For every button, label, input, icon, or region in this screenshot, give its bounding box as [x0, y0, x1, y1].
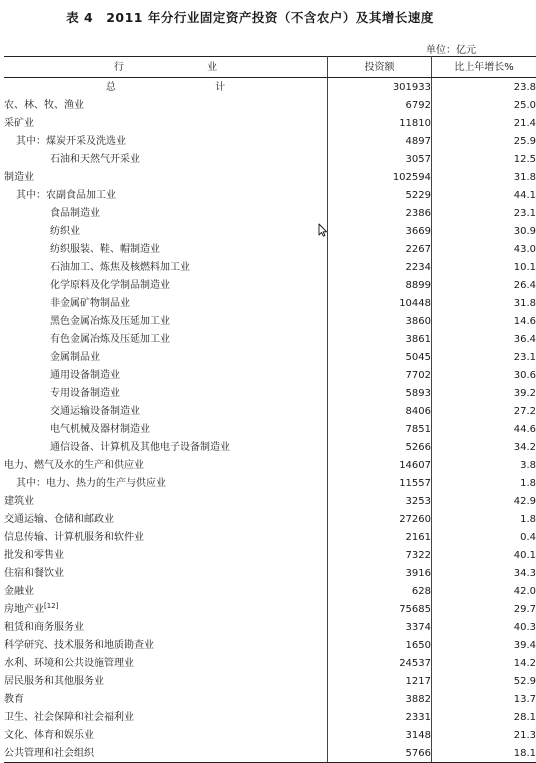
industry-cell — [4, 150, 328, 168]
industry-name: 通信设备、计算机及其他电子设备制造业 — [50, 441, 230, 453]
growth-cell: 34.2 — [513, 441, 536, 453]
industry-name: 批发和零售业 — [4, 549, 64, 561]
industry-cell — [4, 546, 328, 564]
table-row — [4, 258, 536, 276]
industry-cell — [4, 636, 328, 654]
table-row — [4, 510, 536, 528]
industry-cell — [4, 96, 328, 114]
industry-cell — [4, 222, 328, 240]
industry-name: 农、林、牧、渔业 — [4, 99, 84, 111]
investment-cell: 2161 — [328, 528, 432, 546]
industry-cell — [4, 600, 328, 618]
industry-cell — [4, 492, 328, 510]
investment-cell: 7851 — [328, 420, 432, 438]
industry-name: 食品制造业 — [50, 207, 100, 219]
investment-cell: 24537 — [328, 654, 432, 672]
investment-cell: 2234 — [328, 258, 432, 276]
industry-name: 采矿业 — [4, 117, 34, 129]
growth-cell: 25.0 — [513, 99, 536, 111]
table-row — [4, 600, 536, 618]
growth-cell: 30.6 — [513, 369, 536, 381]
growth-cell: 18.1 — [432, 744, 536, 763]
growth-cell: 40.1 — [513, 549, 536, 561]
industry-name: 交通运输设备制造业 — [50, 405, 140, 417]
table-row — [4, 168, 536, 186]
industry-name: 其中：电力、热力的生产与供应业 — [16, 477, 166, 489]
growth-cell: 40.3 — [513, 621, 536, 633]
industry-name: 建筑业 — [4, 495, 34, 507]
table-row — [4, 528, 536, 546]
industry-name: 交通运输、仓储和邮政业 — [4, 513, 114, 525]
investment-cell: 5893 — [328, 384, 432, 402]
mouse-pointer-icon — [318, 223, 328, 237]
growth-cell: 26.4 — [513, 279, 536, 291]
table-row — [4, 330, 536, 348]
industry-name: 住宿和餐饮业 — [4, 567, 64, 579]
industry-name: 房地产业 — [4, 603, 44, 615]
growth-cell: 39.2 — [513, 387, 536, 399]
industry-name: 金融业 — [4, 585, 34, 597]
growth-cell: 21.4 — [513, 117, 536, 129]
investment-cell: 5266 — [328, 438, 432, 456]
industry-cell — [4, 672, 328, 690]
industry-cell — [4, 294, 328, 312]
industry-name: 科学研究、技术服务和地质勘查业 — [4, 639, 154, 651]
investment-cell: 1650 — [328, 636, 432, 654]
table-row — [4, 204, 536, 222]
growth-cell: 39.4 — [513, 639, 536, 651]
header-growth: 比上年增长% — [432, 57, 536, 78]
investment-cell: 5045 — [328, 348, 432, 366]
investment-cell: 10448 — [328, 294, 432, 312]
growth-cell: 21.3 — [513, 729, 536, 741]
industry-cell — [4, 132, 328, 150]
industry-cell — [4, 330, 328, 348]
investment-table — [4, 56, 536, 763]
investment-cell: 3374 — [328, 618, 432, 636]
investment-cell: 3882 — [328, 690, 432, 708]
investment-cell: 75685 — [328, 600, 432, 618]
footnote-ref: [12] — [44, 601, 59, 610]
investment-cell: 2331 — [328, 708, 432, 726]
investment-cell: 14607 — [328, 456, 432, 474]
industry-cell — [4, 168, 328, 186]
growth-cell: 10.1 — [513, 261, 536, 273]
industry-cell — [4, 384, 328, 402]
industry-cell — [4, 276, 328, 294]
industry-name: 石油加工、炼焦及核燃料加工业 — [50, 261, 190, 273]
table-row — [4, 384, 536, 402]
industry-cell — [4, 744, 328, 763]
growth-cell: 12.5 — [513, 153, 536, 165]
growth-cell: 30.9 — [513, 225, 536, 237]
investment-cell: 3253 — [328, 492, 432, 510]
industry-cell — [4, 114, 328, 132]
table-row — [4, 366, 536, 384]
industry-cell — [4, 186, 328, 204]
table-row — [4, 582, 536, 600]
investment-cell: 3860 — [328, 312, 432, 330]
industry-cell — [4, 312, 328, 330]
investment-cell: 2267 — [328, 240, 432, 258]
industry-name: 卫生、社会保障和社会福利业 — [4, 711, 134, 723]
industry-cell — [4, 510, 328, 528]
table-row — [4, 294, 536, 312]
table-row — [4, 636, 536, 654]
growth-cell: 13.7 — [513, 693, 536, 705]
growth-cell: 27.2 — [513, 405, 536, 417]
industry-cell — [4, 402, 328, 420]
industry-name: 其中：农副食品加工业 — [16, 189, 116, 201]
table-row — [4, 474, 536, 492]
growth-cell: 44.6 — [513, 423, 536, 435]
industry-cell — [4, 240, 328, 258]
investment-cell: 3916 — [328, 564, 432, 582]
investment-cell: 3057 — [328, 150, 432, 168]
growth-cell: 42.9 — [513, 495, 536, 507]
industry-name: 总 计 — [105, 81, 274, 93]
header-row — [4, 57, 536, 78]
industry-name: 石油和天然气开采业 — [50, 153, 140, 165]
growth-cell: 14.2 — [513, 657, 536, 669]
growth-cell: 29.7 — [513, 603, 536, 615]
investment-cell: 27260 — [328, 510, 432, 528]
investment-cell: 8899 — [328, 276, 432, 294]
industry-cell — [4, 690, 328, 708]
investment-cell: 628 — [328, 582, 432, 600]
industry-name: 租赁和商务服务业 — [4, 621, 84, 633]
industry-name: 电力、燃气及水的生产和供应业 — [4, 459, 144, 471]
industry-cell — [4, 438, 328, 456]
table-row — [4, 132, 536, 150]
industry-cell — [4, 366, 328, 384]
investment-cell: 7322 — [328, 546, 432, 564]
growth-cell: 23.8 — [513, 81, 536, 93]
industry-name: 制造业 — [4, 171, 34, 183]
growth-cell: 31.8 — [513, 171, 536, 183]
industry-name: 有色金属冶炼及压延加工业 — [50, 333, 170, 345]
industry-name: 水利、环境和公共设施管理业 — [4, 657, 134, 669]
table-row — [4, 150, 536, 168]
table-row — [4, 420, 536, 438]
table-body — [4, 78, 536, 763]
industry-cell — [4, 258, 328, 276]
table-row — [4, 186, 536, 204]
investment-cell: 301933 — [328, 78, 432, 97]
growth-cell: 0.4 — [520, 531, 536, 543]
industry-name: 通用设备制造业 — [50, 369, 120, 381]
growth-cell: 44.1 — [513, 189, 536, 201]
investment-cell: 7702 — [328, 366, 432, 384]
table-row — [4, 240, 536, 258]
table-row — [4, 222, 536, 240]
table-row — [4, 654, 536, 672]
growth-cell: 23.1 — [513, 207, 536, 219]
industry-cell — [4, 420, 328, 438]
table-row — [4, 348, 536, 366]
industry-cell — [4, 618, 328, 636]
industry-name: 纺织服装、鞋、帽制造业 — [50, 243, 160, 255]
growth-cell: 52.9 — [513, 675, 536, 687]
industry-name: 教育 — [4, 693, 24, 705]
header-industry: 行 业 — [4, 57, 328, 78]
industry-cell — [4, 582, 328, 600]
industry-cell — [4, 708, 328, 726]
growth-cell: 34.3 — [513, 567, 536, 579]
industry-cell — [4, 204, 328, 222]
growth-cell: 36.4 — [513, 333, 536, 345]
growth-cell: 42.0 — [513, 585, 536, 597]
table-row — [4, 618, 536, 636]
investment-cell: 3148 — [328, 726, 432, 744]
growth-cell: 43.0 — [513, 243, 536, 255]
growth-cell: 1.8 — [520, 513, 536, 525]
investment-cell: 2386 — [328, 204, 432, 222]
industry-cell — [4, 474, 328, 492]
table-row — [4, 708, 536, 726]
growth-cell: 31.8 — [513, 297, 536, 309]
table-row — [4, 312, 536, 330]
table-row — [4, 744, 536, 763]
industry-cell — [4, 654, 328, 672]
table-row — [4, 672, 536, 690]
industry-cell — [4, 528, 328, 546]
industry-name: 文化、体育和娱乐业 — [4, 729, 94, 741]
industry-name: 专用设备制造业 — [50, 387, 120, 399]
industry-cell — [4, 726, 328, 744]
investment-cell: 5766 — [328, 744, 432, 763]
industry-name: 电气机械及器材制造业 — [50, 423, 150, 435]
growth-cell: 14.6 — [513, 315, 536, 327]
table-row — [4, 564, 536, 582]
investment-cell: 8406 — [328, 402, 432, 420]
industry-name: 信息传输、计算机服务和软件业 — [4, 531, 144, 543]
table-row — [4, 546, 536, 564]
table-row — [4, 276, 536, 294]
growth-cell: 1.8 — [520, 477, 536, 489]
table-row — [4, 402, 536, 420]
industry-name: 非金属矿物制品业 — [50, 297, 130, 309]
table-title: 表 4 2011 年分行业固定资产投资（不含农户）及其增长速度 — [66, 10, 434, 25]
industry-name: 居民服务和其他服务业 — [4, 675, 104, 687]
growth-cell: 23.1 — [513, 351, 536, 363]
industry-name: 纺织业 — [50, 225, 80, 237]
investment-cell: 102594 — [328, 168, 432, 186]
investment-cell: 11810 — [328, 114, 432, 132]
table-row — [4, 492, 536, 510]
industry-cell — [4, 456, 328, 474]
table-row — [4, 438, 536, 456]
total-row — [4, 78, 536, 97]
investment-cell: 4897 — [328, 132, 432, 150]
industry-cell — [4, 564, 328, 582]
header-investment: 投资额 — [328, 57, 432, 78]
investment-cell: 5229 — [328, 186, 432, 204]
investment-cell: 11557 — [328, 474, 432, 492]
industry-cell — [4, 78, 328, 97]
industry-name: 化学原料及化学制品制造业 — [50, 279, 170, 291]
industry-name: 其中：煤炭开采及洗选业 — [16, 135, 126, 147]
growth-cell: 3.8 — [520, 459, 536, 471]
growth-cell: 28.1 — [513, 711, 536, 723]
investment-cell: 1217 — [328, 672, 432, 690]
investment-cell: 3669 — [328, 222, 432, 240]
industry-cell — [4, 348, 328, 366]
industry-name: 黑色金属冶炼及压延加工业 — [50, 315, 170, 327]
investment-cell: 6792 — [328, 96, 432, 114]
industry-name: 公共管理和社会组织 — [4, 747, 94, 759]
table-row — [4, 726, 536, 744]
investment-cell: 3861 — [328, 330, 432, 348]
table-row — [4, 96, 536, 114]
table-row — [4, 114, 536, 132]
growth-cell: 25.9 — [513, 135, 536, 147]
industry-name: 金属制品业 — [50, 351, 100, 363]
unit-label: 单位：亿元 — [426, 45, 476, 56]
table-row — [4, 456, 536, 474]
table-row — [4, 690, 536, 708]
